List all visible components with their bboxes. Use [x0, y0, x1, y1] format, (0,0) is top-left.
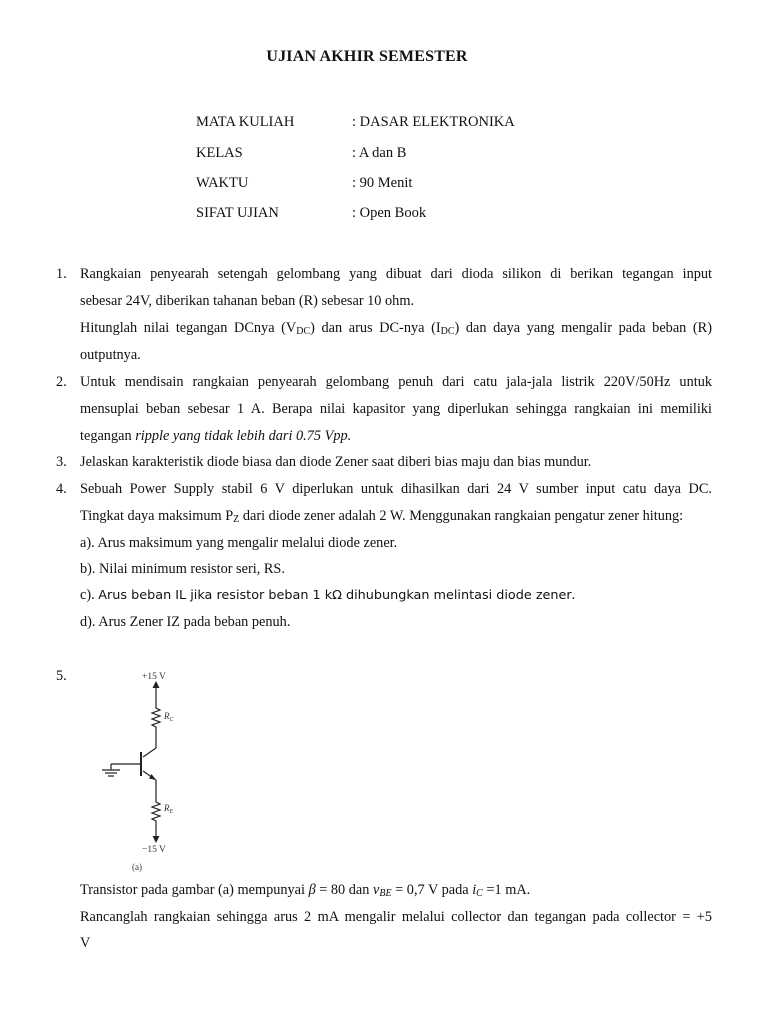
- q5-ic-sub: C: [476, 888, 483, 899]
- question-number: 2.: [56, 374, 67, 390]
- vee-label: −15 V: [142, 845, 166, 855]
- meta-key: MATA KULIAH: [196, 114, 295, 130]
- q4-sub: Z: [233, 514, 240, 525]
- q5-ic: i: [472, 882, 477, 898]
- question-1-line: [80, 320, 712, 337]
- meta-value: : 90 Menit: [352, 175, 413, 191]
- q5-beta: β: [308, 882, 316, 898]
- q4-text: c).: [80, 587, 99, 603]
- q1-text: Hitunglah nilai tegangan DCnya (V: [80, 320, 297, 336]
- question-2-line: Untuk mendisain rangkaian penyearah gelombang penuh dari catu jala-jala listrik 220V/50Hz untuk: [80, 374, 712, 390]
- meta-value: : Open Book: [352, 205, 427, 221]
- question-2-line: [80, 428, 712, 445]
- q5-vbe-sub: BE: [379, 888, 392, 899]
- question-4-item: a). Arus maksimum yang mengalir melalui diode zener.: [80, 535, 398, 551]
- q5-vbe: v: [373, 882, 380, 898]
- re-label-sub: E: [169, 809, 174, 815]
- q1-sub: DC: [296, 326, 311, 337]
- rc-label-sub: C: [169, 717, 174, 723]
- meta-key: WAKTU: [196, 175, 249, 191]
- question-2-line: mensuplai beban sebesar 1 A. Berapa nilai kapasitor yang diperlukan sehingga rangkaian ini memiliki: [80, 401, 712, 417]
- rc-label: [163, 711, 175, 723]
- q5-text: =1 mA.: [482, 882, 531, 898]
- question-5-line: [80, 882, 712, 899]
- question-4-line: Sebuah Power Supply stabil 6 V diperlukan untuk dihasilkan dari 24 V sumber input catu daya DC.: [80, 481, 712, 497]
- question-4-item: b). Nilai minimum resistor seri, RS.: [80, 561, 285, 577]
- q2-text: tegangan: [80, 428, 136, 444]
- question-4-item: [80, 587, 712, 604]
- question-1-line: Rangkaian penyearah setengah gelombang yang dibuat dari dioda silikon di berikan tegangan input: [80, 266, 712, 282]
- meta-value: : A dan B: [352, 145, 407, 161]
- q1-text: ) dan daya yang mengalir pada beban (R): [454, 320, 712, 336]
- q4-text: dari diode zener adalah 2 W. Menggunakan rangkaian pengatur zener hitung:: [239, 508, 684, 524]
- exam-title: UJIAN AKHIR SEMESTER: [266, 48, 468, 65]
- meta-key: SIFAT UJIAN: [196, 205, 279, 221]
- question-number: 5.: [56, 668, 67, 684]
- re-label-main: R: [164, 803, 170, 813]
- q4-text: Tingkat daya maksimum P: [80, 508, 234, 524]
- question-number: 1.: [56, 266, 67, 282]
- q5-text: Transistor pada gambar (a) mempunyai: [80, 882, 309, 898]
- meta-value: : DASAR ELEKTRONIKA: [352, 114, 515, 130]
- meta-key: KELAS: [196, 145, 243, 161]
- question-5-line: V: [80, 935, 91, 951]
- q4-text: .: [571, 587, 576, 603]
- question-4-line: [80, 508, 712, 525]
- re-label: [163, 803, 174, 815]
- q5-text: = 0,7 V pada: [391, 882, 473, 898]
- question-5-line: Rancanglah rangkaian sehingga arus 2 mA mengalir melalui collector dan tegangan pada collector = +5: [80, 909, 712, 925]
- q1-sub: DC: [440, 326, 455, 337]
- q5-text: = 80 dan: [315, 882, 373, 898]
- question-4-item: d). Arus Zener IZ pada beban penuh.: [80, 614, 291, 630]
- transistor-circuit-diagram: [96, 668, 216, 876]
- question-1-line: sebesar 24V, diberikan tahanan beban (R) sebesar 10 ohm.: [80, 293, 415, 309]
- supply-arrow-icon: [153, 836, 160, 843]
- question-number: 3.: [56, 454, 67, 470]
- vcc-label: +15 V: [142, 672, 166, 682]
- q1-text: ) dan arus DC-nya (I: [310, 320, 441, 336]
- emitter-arrow-icon: [149, 774, 156, 780]
- question-1-line: outputnya.: [80, 347, 141, 363]
- question-3-line: Jelaskan karakteristik diode biasa dan diode Zener saat diberi bias maju dan bias mundur.: [80, 454, 592, 470]
- figure-caption: (a): [132, 862, 142, 872]
- rc-label-main: R: [164, 711, 170, 721]
- q2-italic-text: ripple yang tidak lebih dari 0.75 Vpp.: [135, 428, 352, 444]
- question-number: 4.: [56, 481, 67, 497]
- q4-item-c-text: Arus beban IL jika resistor beban 1 kΩ dihubungkan melintasi diode zener: [98, 588, 572, 603]
